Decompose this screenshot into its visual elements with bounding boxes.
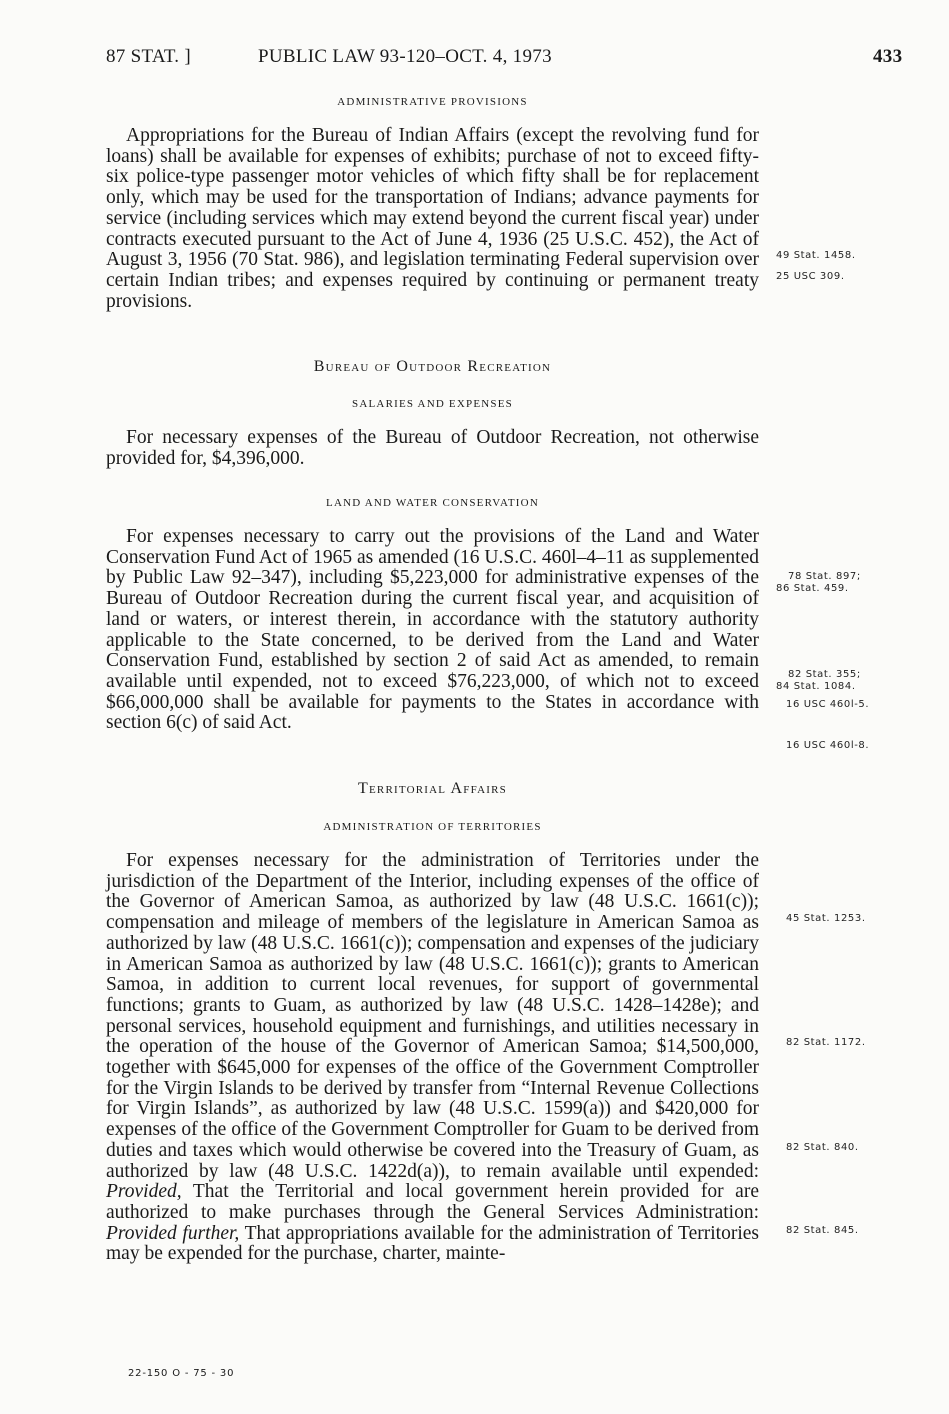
heading-bureau-outdoor-recreation: Bureau of Outdoor Recreation <box>313 358 552 375</box>
paragraph-administration-territories <box>106 851 759 1265</box>
sidenote-49-stat-1458: 49 Stat. 1458. <box>776 250 856 261</box>
heading-administrative-provisions: ADMINISTRATIVE PROVISIONS <box>337 96 528 108</box>
paragraph-text: For expenses necessary to carry out the provisions of the Land and Water Conservation Fund Act of 1965 as amended (16 U.S.C. 460l–4–11 as supplemented by Public Law 92–347), including $5,223,000 for administrative expenses of the Bureau of Outdoor Recreation during the current fiscal year, and acquisition of land or waters, or interest therein, in accordance with the statutory authority applicable to the State concerned, to be derived from the Land and Water Conservation Fund, established by section 2 of said Act as amended, to remain available until expended, not to exceed $76,223,000, of which not to exceed $66,000,000 shall be available for payments to the States in accordance with section 6(c) of said Act. <box>106 526 759 734</box>
paragraph-text: Appropriations for the Bureau of Indian Affairs (except the revolving fund for loans) shall be available for expenses of exhibits; purchase of not to exceed fifty-six police-type passenger motor vehicles of which fifty shall be for replacement only, which may be used for the transportation of Indians; advance payments for service (including services which may extend beyond the current fiscal year) under contracts executed pursuant to the Act of June 4, 1936 (25 U.S.C. 452), the Act of August 3, 1956 (70 Stat. 986), and legislation terminating Federal supervision over certain Indian tribes; and expenses required by continuing or permanent treaty provisions. <box>106 125 759 312</box>
sidenote-16-usc-460l-5: 16 USC 460l-5. <box>786 699 870 710</box>
sidenote-82-stat-355: 82 Stat. 355; <box>788 669 861 680</box>
running-header-left: 87 STAT. ] <box>106 46 192 67</box>
running-header-title: PUBLIC LAW 93-120–OCT. 4, 1973 <box>258 46 552 67</box>
sidenote-82-stat-845: 82 Stat. 845. <box>786 1225 859 1236</box>
text-run: That the Territorial and local government herein provided for are authorized to make purchases through the General Services Administration: <box>106 1181 759 1223</box>
sidenote-84-stat-1084: 84 Stat. 1084. <box>776 681 856 692</box>
heading-territorial-affairs: Territorial Affairs <box>358 780 507 797</box>
text-run: For expenses necessary for the administration of Territories under the jurisdiction of the Department of the Interior, including expenses of the office of the Governor of American Samoa, as authorized by law (48 U.S.C. 1661(c)); compensation and mileage of members of the legislature in American Samoa as authorized by law (48 U.S.C. 1661(c)); compensation and expenses of the judiciary in American Samoa as authorized by law (48 U.S.C. 1661(c)); grants to American Samoa, in addition to current local revenues, for support of governmental functions; grants to Guam, as authorized by law (48 U.S.C. 1428–1428e); and personal services, household equipment and furnishings, and utilities necessary in the operation of the house of the Governor of American Samoa; $14,500,000, together with $645,000 for expenses of the office of the Government Comptroller for the Virgin Islands to be derived by transfer from “Internal Revenue Collections for Virgin Islands”, as authorized by law (48 U.S.C. 1599(a)) and $420,000 for expenses of the office of the Government Comptroller for Guam to be derived from duties and taxes which would otherwise be covered into the Treasury of Guam, as authorized by law (48 U.S.C. 1422d(a)), to remain available until expended: <box>106 850 759 1182</box>
provided-further-italic: Provided further, <box>106 1222 240 1244</box>
page-number: 433 <box>873 46 903 67</box>
footer-print-code: 22-150 O - 75 - 30 <box>128 1368 235 1379</box>
heading-administration-territories: ADMINISTRATION OF TERRITORIES <box>323 821 542 833</box>
sidenote-82-stat-1172: 82 Stat. 1172. <box>786 1037 866 1048</box>
sidenote-86-stat-459: 86 Stat. 459. <box>776 583 849 594</box>
heading-land-water-conservation: LAND AND WATER CONSERVATION <box>326 497 539 509</box>
sidenote-25-usc-309: 25 USC 309. <box>776 271 845 282</box>
text-run: That appropriations available for the administration of Territories may be expended for the purchase, charter, mainte- <box>106 1222 759 1265</box>
sidenote-45-stat-1253: 45 Stat. 1253. <box>786 913 866 924</box>
paragraph-administrative-provisions <box>106 126 759 312</box>
heading-salaries-expenses: SALARIES AND EXPENSES <box>352 398 513 410</box>
sidenote-78-stat-897: 78 Stat. 897; <box>788 571 861 582</box>
paragraph-land-water-conservation <box>106 527 759 734</box>
provided-italic: Provided, <box>106 1181 182 1203</box>
paragraph-salaries-expenses <box>106 428 759 469</box>
paragraph-text <box>106 851 759 1265</box>
sidenote-16-usc-460l-8: 16 USC 460l-8. <box>786 740 870 751</box>
paragraph-text: For necessary expenses of the Bureau of Outdoor Recreation, not otherwise provided for, $4,396,000. <box>106 427 759 469</box>
sidenote-82-stat-840: 82 Stat. 840. <box>786 1142 859 1153</box>
